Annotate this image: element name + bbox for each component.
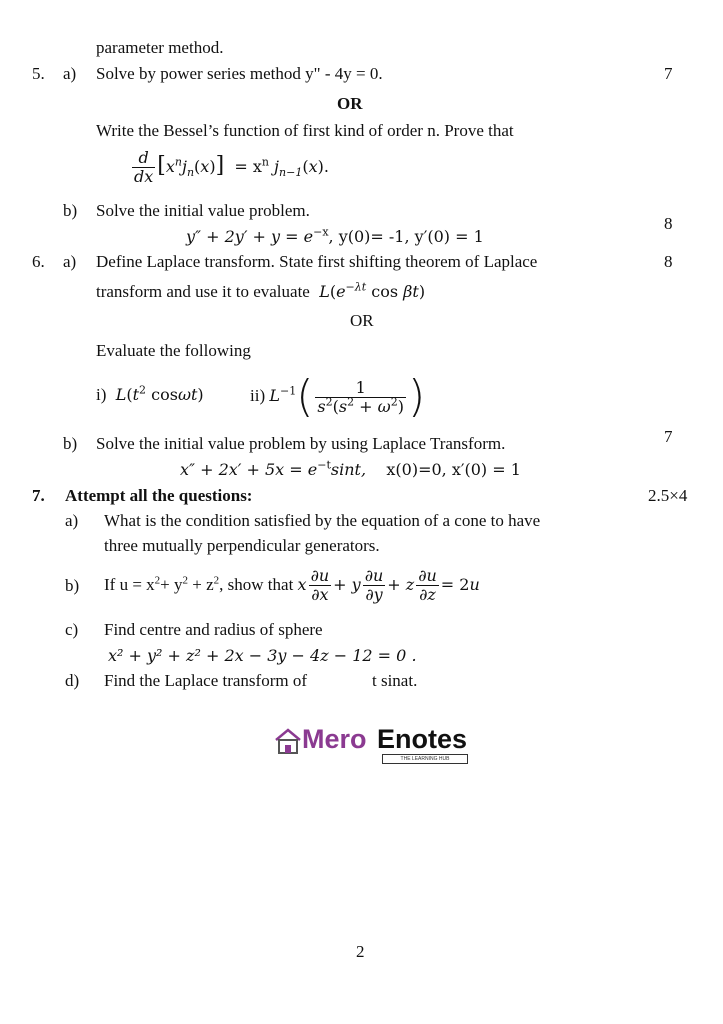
- q5a-marks: 7: [664, 64, 673, 83]
- q7-title: Attempt all the questions:: [65, 486, 253, 505]
- q6b-eq-main: x″ + 2x′ + 5x = e: [180, 460, 318, 479]
- logo-text-enotes: Enotes: [377, 724, 468, 754]
- q6b-marks: 7: [664, 427, 673, 446]
- laplace-expression: $L(e^{-\lambda t}$ cos βt): [319, 280, 426, 301]
- q6b-equation: [180, 460, 521, 480]
- q7c-label: c): [65, 620, 79, 639]
- q6b-eq-cond: x(0)=0, x′(0) = 1: [386, 460, 521, 479]
- q4-tail-text: parameter method.: [96, 38, 224, 57]
- q5-alt-text: Write the Bessel’s function of first kind of order n. Prove that: [96, 121, 514, 140]
- q6-or: OR: [350, 311, 374, 330]
- q5-or: OR: [337, 94, 363, 113]
- q6a-line2: [96, 282, 425, 302]
- q7-marks: 2.5×4: [648, 486, 688, 505]
- q6-number: 6.: [32, 252, 45, 271]
- q6a-marks: 8: [664, 252, 673, 271]
- q7d-label: d): [65, 671, 80, 690]
- q7-number: 7.: [32, 486, 45, 505]
- q5b-text: Solve the initial value problem.: [96, 201, 310, 220]
- q5b-marks: 8: [664, 214, 673, 233]
- graduation-house-icon: [272, 726, 304, 758]
- q6-ii-item: ii) $L^{-1}$( $\frac{1}{s^2(s^2 + \omega^2)}$ ): [250, 371, 426, 423]
- q5b-eq-exp: −x: [313, 225, 329, 239]
- q7b-label: b): [65, 576, 80, 595]
- q5b-equation: [186, 227, 484, 247]
- q7c-equation: x² + y² + z² + 2x − 3y − 4z − 12 = 0 .: [108, 646, 417, 665]
- q6b-label: b): [63, 434, 78, 453]
- q5-number: 5.: [32, 64, 45, 83]
- q5a-text: Solve by power series method y" - 4y = 0.: [96, 64, 383, 83]
- q5b-eq-cond: , y(0)= -1, y′(0) = 1: [328, 227, 484, 246]
- q6a-line2-text: transform and use it to evaluate: [96, 282, 310, 301]
- q6b-text: Solve the initial value problem by using Laplace Transform.: [96, 434, 506, 453]
- page-number: 2: [356, 942, 365, 961]
- q6a-label: a): [63, 252, 77, 271]
- q6-i-label: i): [96, 385, 107, 404]
- q6b-eq-exp: −t: [317, 458, 331, 472]
- q6a-line1: Define Laplace transform. State first shifting theorem of Laplace: [96, 252, 538, 271]
- q7a-label: a): [65, 511, 79, 530]
- bessel-equation: $\frac{d}{dx}$ $[x^nj_n(x)] = x^n$ $j_{n-1}(x)$.: [134, 148, 329, 186]
- bessel-rhs-prefix: = x: [234, 157, 262, 176]
- q5b-label: b): [63, 201, 78, 220]
- logo-tagline: THE LEARNING HUB: [382, 754, 468, 764]
- logo-text-mero: Mero: [302, 724, 367, 754]
- q7c-text: Find centre and radius of sphere: [104, 620, 323, 639]
- q7b-text: If $u = x^2+ y^2 + z^2$, show that x $\frac{\partial u}{\partial x}$ + y $\frac{\partial u}{\partial y}$ + z $\frac{\partial u}{\partial z}$ = 2u: [104, 566, 480, 604]
- q7d-text: Find the Laplace transform of: [104, 671, 307, 690]
- q6-ii-label: ii): [250, 386, 266, 405]
- q6b-eq-tail: sint,: [330, 460, 367, 479]
- meroenotes-logo: [272, 724, 472, 764]
- q5b-eq-main: y″ + 2y′ + y = e: [186, 227, 314, 246]
- q7a-line2: three mutually perpendicular generators.: [104, 536, 380, 555]
- q7b-text-prefix: If u = x: [104, 575, 155, 594]
- q6-eval-text: Evaluate the following: [96, 341, 251, 360]
- q6-i-item: i) $L(t^2$ cosωt): [96, 383, 204, 404]
- q7d-expression: t sinat.: [372, 671, 418, 690]
- q5a-label: a): [63, 64, 77, 83]
- q7a-line1: What is the condition satisfied by the equation of a cone to have: [104, 511, 541, 530]
